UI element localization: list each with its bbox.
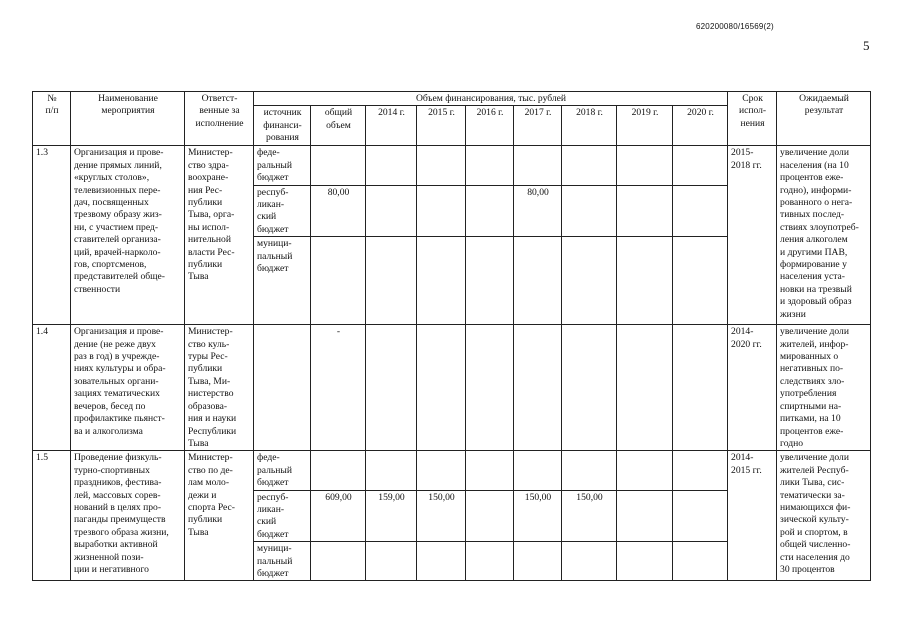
row-name: Организация и прове- дение прямых линий, «круглых столов», телевизионных пере- дач, посвященных трезвому образу жиз- ни, с участием пред- ставителей организа- ций, врачей-нарколо- гов, спортсменов, представителей обще- ственности: [71, 146, 185, 325]
row-source: муници- пальный бюджет: [254, 542, 311, 581]
row-result: увеличение доли жителей, инфор- мированных о негативных по- следствиях зло- употребления спиртными на- питками, на 10 процентов еже- годно: [777, 325, 871, 451]
header-funding: Объем финансирования, тыс. рублей: [254, 92, 728, 106]
row-term: 2015- 2018 гг.: [728, 146, 777, 325]
table-header-row: [33, 92, 871, 106]
row-name: Организация и прове- дение (не реже двух раз в год) в учрежде- ниях культуры и обра- зовательных органи- зациях тематических вечеров, бесед по профилактике пьянст- ва и алкоголизма: [71, 325, 185, 451]
header-num: № п/п: [33, 92, 71, 146]
row-source: феде- ральный бюджет: [254, 146, 311, 185]
row-total: [311, 146, 366, 185]
table-row: [33, 325, 871, 451]
row-year-2014: [366, 237, 417, 325]
row-year-2016: [466, 146, 514, 185]
row-year-2020: [673, 146, 728, 185]
row-year-2017: 150,00: [514, 490, 562, 542]
row-year-2019: [617, 325, 673, 451]
row-year-2017: [514, 146, 562, 185]
header-year-2015: 2015 г.: [417, 106, 466, 146]
row-year-2014: 159,00: [366, 490, 417, 542]
row-num: 1.3: [33, 146, 71, 325]
row-year-2017: [514, 451, 562, 490]
row-term: 2014- 2020 гг.: [728, 325, 777, 451]
row-year-2018: [562, 451, 617, 490]
row-source: респуб- ликан- ский бюджет: [254, 185, 311, 237]
row-total: -: [311, 325, 366, 451]
row-year-2015: [417, 325, 466, 451]
header-source: источник финанси- рования: [254, 106, 311, 146]
row-source: муници- пальный бюджет: [254, 237, 311, 325]
row-year-2017: [514, 237, 562, 325]
row-responsible: Министер- ство куль- туры Рес- публики Тыва, Ми- нистерство образова- ния и науки Республики Тыва: [185, 325, 254, 451]
header-result: Ожидаемый результат: [777, 92, 871, 146]
row-responsible: Министер- ство здра- воохране- ния Рес- публики Тыва, орга- ны испол- нительной власти Рес- публики Тыва: [185, 146, 254, 325]
header-year-2017: 2017 г.: [514, 106, 562, 146]
row-year-2016: [466, 490, 514, 542]
row-year-2017: 80,00: [514, 185, 562, 237]
header-total: общий объем: [311, 106, 366, 146]
row-year-2015: [417, 237, 466, 325]
row-year-2017: [514, 542, 562, 581]
row-year-2015: [417, 451, 466, 490]
row-year-2019: [617, 146, 673, 185]
row-year-2018: [562, 146, 617, 185]
funding-table: [32, 91, 871, 581]
page-number: 5: [863, 38, 870, 53]
row-year-2014: [366, 185, 417, 237]
row-year-2016: [466, 451, 514, 490]
row-num: 1.5: [33, 451, 71, 581]
row-year-2019: [617, 451, 673, 490]
header-year-2014: 2014 г.: [366, 106, 417, 146]
row-num: 1.4: [33, 325, 71, 451]
row-year-2020: [673, 451, 728, 490]
row-result: увеличение доли жителей Респуб- лики Тыва, сис- тематически за- нимающихся фи- зической культу- рой и спортом, в общей численно- сти населения до 30 процентов: [777, 451, 871, 581]
row-year-2019: [617, 237, 673, 325]
row-source: феде- ральный бюджет: [254, 451, 311, 490]
header-year-2019: 2019 г.: [617, 106, 673, 146]
header-responsible: Ответст- венные за исполнение: [185, 92, 254, 146]
row-year-2016: [466, 542, 514, 581]
table-row: [33, 451, 871, 490]
row-result: увеличение доли населения (на 10 процентов еже- годно), информи- рованного о нега- тивных послед- ствиях злоупотреб- ления алкоголем и другими ПАВ, формирование у населения уста- новки на трезвый и здоровый образ жизни: [777, 146, 871, 325]
row-name: Проведение физкуль- турно-спортивных праздников, фестива- лей, массовых сорев- нований в целях про- паганды преимуществ трезвого образа жизни, выработки активной жизненной пози- ции и негативного: [71, 451, 185, 581]
row-year-2016: [466, 185, 514, 237]
row-total: 609,00: [311, 490, 366, 542]
row-year-2020: [673, 325, 728, 451]
row-year-2015: 150,00: [417, 490, 466, 542]
row-year-2020: [673, 237, 728, 325]
row-term: 2014- 2015 гг.: [728, 451, 777, 581]
row-year-2018: 150,00: [562, 490, 617, 542]
row-year-2018: [562, 542, 617, 581]
row-year-2015: [417, 146, 466, 185]
row-source: респуб- ликан- ский бюджет: [254, 490, 311, 542]
row-year-2018: [562, 237, 617, 325]
row-total: [311, 542, 366, 581]
header-term: Срок испол- нения: [728, 92, 777, 146]
row-responsible: Министер- ство по де- лам моло- дежи и спорта Рес- публики Тыва: [185, 451, 254, 581]
row-year-2018: [562, 325, 617, 451]
table-row: [33, 146, 871, 185]
header-year-2016: 2016 г.: [466, 106, 514, 146]
row-year-2019: [617, 185, 673, 237]
header-name: Наименование мероприятия: [71, 92, 185, 146]
row-year-2014: [366, 542, 417, 581]
row-year-2019: [617, 542, 673, 581]
row-total: 80,00: [311, 185, 366, 237]
row-year-2015: [417, 185, 466, 237]
row-year-2016: [466, 237, 514, 325]
row-year-2014: [366, 146, 417, 185]
row-year-2020: [673, 185, 728, 237]
row-year-2020: [673, 490, 728, 542]
row-total: [311, 237, 366, 325]
header-year-2020: 2020 г.: [673, 106, 728, 146]
row-source: [254, 325, 311, 451]
row-year-2015: [417, 542, 466, 581]
row-year-2018: [562, 185, 617, 237]
document-code: 620200080/16569(2): [696, 22, 774, 31]
row-year-2014: [366, 325, 417, 451]
header-year-2018: 2018 г.: [562, 106, 617, 146]
row-total: [311, 451, 366, 490]
row-year-2014: [366, 451, 417, 490]
row-year-2016: [466, 325, 514, 451]
row-year-2019: [617, 490, 673, 542]
row-year-2020: [673, 542, 728, 581]
row-year-2017: [514, 325, 562, 451]
